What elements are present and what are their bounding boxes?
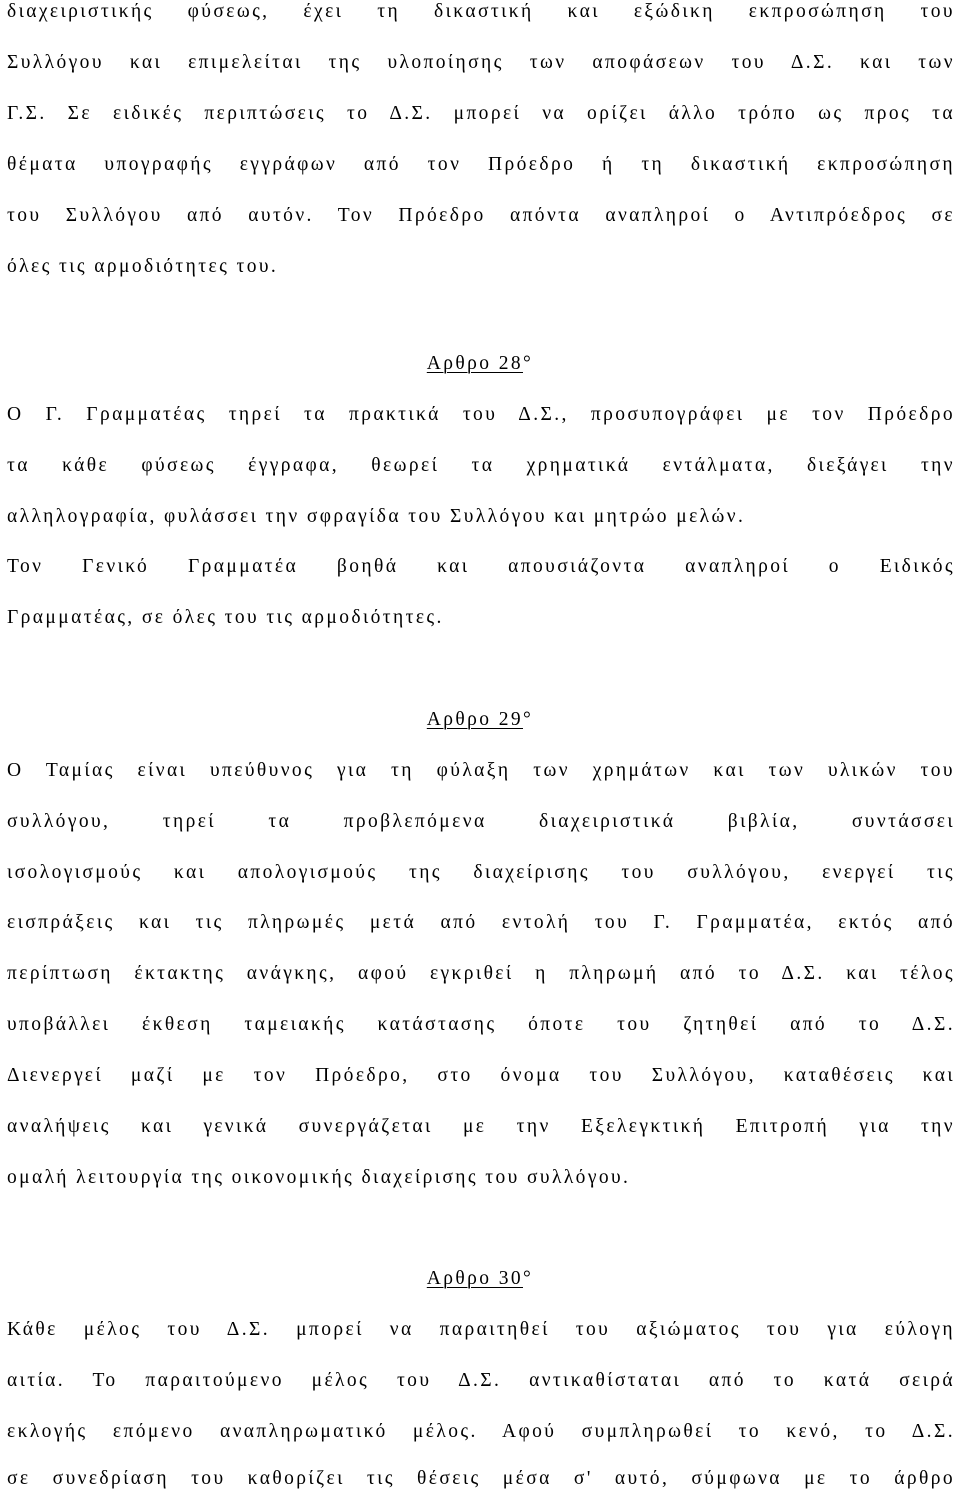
text-line: Κάθε μέλος του Δ.Σ. μπορεί να παραιτηθεί του αξιώματος του για εύλογη bbox=[7, 1319, 955, 1340]
text-line: αιτία. Το παραιτούμενο μέλος του Δ.Σ. αντικαθίσταται από το κατά σειρά bbox=[7, 1370, 955, 1391]
text-line: εισπράξεις και τις πληρωμές μετά από εντολή του Γ. Γραμματέα, εκτός από bbox=[7, 912, 955, 933]
text-line: Γραμματέας, σε όλες του τις αρμοδιότητες. bbox=[7, 607, 444, 628]
text-line: τα κάθε φύσεως έγγραφα, θεωρεί τα χρηματικά εντάλματα, διεξάγει την bbox=[7, 455, 955, 476]
text-line: Συλλόγου και επιμελείται της υλοποίησης των αποφάσεων του Δ.Σ. και των bbox=[7, 52, 955, 73]
article-title: Αρθρο 28 bbox=[426, 353, 523, 374]
degree-mark: ° bbox=[523, 353, 534, 374]
text-line: Ο Γ. Γραμματέας τηρεί τα πρακτικά του Δ.Σ., προσυπογράφει με τον Πρόεδρο bbox=[7, 404, 955, 425]
article-30-heading bbox=[0, 1267, 960, 1291]
text-line: Γ.Σ. Σε ειδικές περιπτώσεις το Δ.Σ. μπορεί να ορίζει άλλο τρόπο ως προς τα bbox=[7, 103, 955, 124]
degree-mark: ° bbox=[523, 709, 534, 730]
text-line: ισολογισμούς και απολογισμούς της διαχείρισης του συλλόγου, ενεργεί τις bbox=[7, 862, 955, 883]
text-line: Διενεργεί μαζί με τον Πρόεδρο, στο όνομα του Συλλόγου, καταθέσεις και bbox=[7, 1065, 955, 1086]
text-line: υποβάλλει έκθεση ταμειακής κατάστασης όποτε του ζητηθεί από το Δ.Σ. bbox=[7, 1014, 955, 1035]
text-line: περίπτωση έκτακτης ανάγκης, αφού εγκριθεί η πληρωμή από το Δ.Σ. και τέλος bbox=[7, 963, 955, 984]
article-title: Αρθρο 29 bbox=[426, 709, 523, 730]
text-line: θέματα υπογραφής εγγράφων από τον Πρόεδρο ή τη δικαστική εκπροσώπηση bbox=[7, 154, 955, 175]
text-line: εκλογής επόμενο αναπληρωματικό μέλος. Αφού συμπληρωθεί το κενό, το Δ.Σ. bbox=[7, 1421, 955, 1442]
text-line: συλλόγου, τηρεί τα προβλεπόμενα διαχειριστικά βιβλία, συντάσσει bbox=[7, 811, 955, 832]
article-28-heading bbox=[0, 352, 960, 376]
text-line: Ο Ταμίας είναι υπεύθυνος για τη φύλαξη των χρημάτων και των υλικών του bbox=[7, 760, 955, 781]
text-line: ομαλή λειτουργία της οικονομικής διαχείρισης του συλλόγου. bbox=[7, 1167, 631, 1188]
text-line: όλες τις αρμοδιότητες του. bbox=[7, 256, 279, 277]
degree-mark: ° bbox=[523, 1268, 534, 1289]
article-29-heading bbox=[0, 708, 960, 732]
article-title: Αρθρο 30 bbox=[426, 1268, 523, 1289]
text-line: διαχειριστικής φύσεως, έχει τη δικαστική και εξώδικη εκπροσώπηση του bbox=[7, 1, 955, 22]
text-line: αλληλογραφία, φυλάσσει την σφραγίδα του Συλλόγου και μητρώο μελών. bbox=[7, 506, 746, 527]
text-line: σε συνεδρίαση του καθορίζει τις θέσεις μέσα σ' αυτό, σύμφωνα με το άρθρο bbox=[7, 1468, 955, 1489]
text-line: του Συλλόγου από αυτόν. Τον Πρόεδρο απόντα αναπληροί ο Αντιπρόεδρος σε bbox=[7, 205, 955, 226]
text-line: αναλήψεις και γενικά συνεργάζεται με την Εξελεγκτική Επιτροπή για την bbox=[7, 1116, 955, 1137]
text-line: Τον Γενικό Γραμματέα βοηθά και απουσιάζοντα αναπληροί ο Ειδικός bbox=[7, 556, 955, 577]
